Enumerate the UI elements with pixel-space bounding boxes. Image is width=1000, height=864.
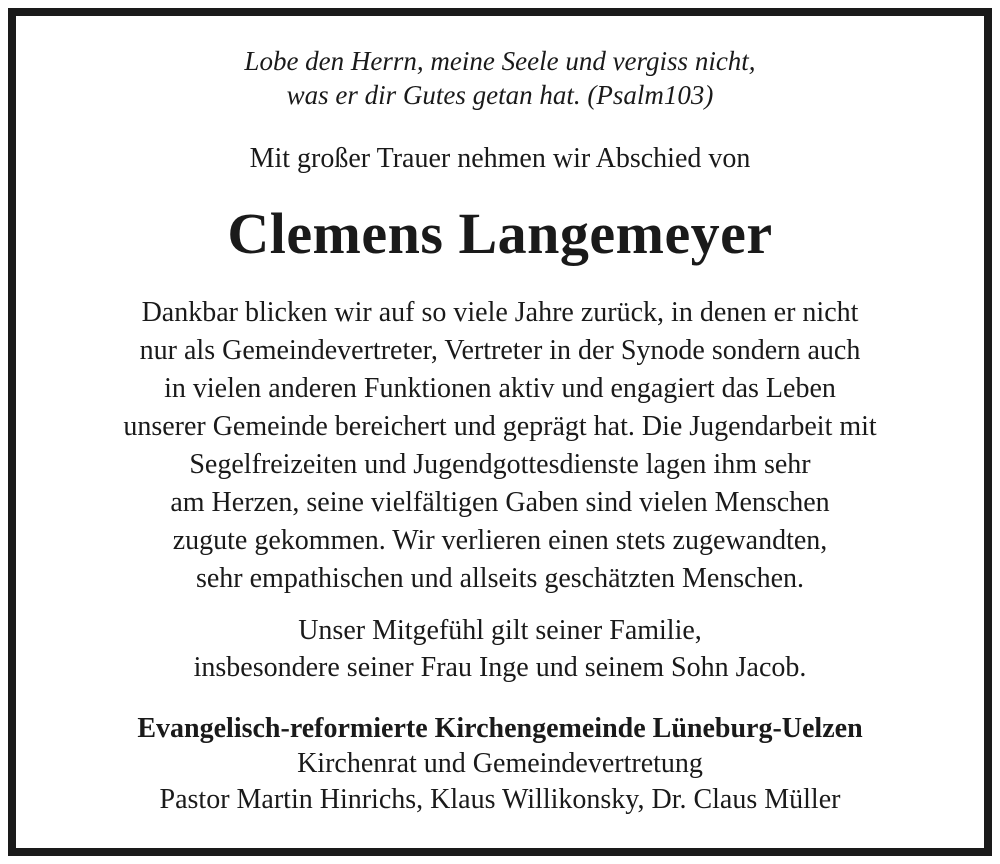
tribute-line: Dankbar blicken wir auf so viele Jahre zurück, in denen er nicht <box>141 297 859 328</box>
sympathy-line: insbesondere seiner Frau Inge und seinem Sohn Jacob. <box>193 652 807 683</box>
signature-names: Pastor Martin Hinrichs, Klaus Willikonsky, Dr. Claus Müller <box>159 784 841 815</box>
deceased-name: Clemens Langemeyer <box>227 201 773 266</box>
sympathy-line: Unser Mitgefühl gilt seiner Familie, <box>298 615 702 646</box>
obituary-notice <box>8 8 992 856</box>
tribute-line: Segelfreizeiten und Jugendgottesdienste lagen ihm sehr <box>189 449 811 480</box>
psalm-verse-line-2: was er dir Gutes getan hat. (Psalm103) <box>286 80 714 110</box>
tribute-line: sehr empathischen und allseits geschätzten Menschen. <box>195 563 805 594</box>
tribute-line: unserer Gemeinde bereichert und geprägt hat. Die Jugendarbeit mit <box>123 411 877 442</box>
tribute-line: am Herzen, seine vielfältigen Gaben sind vielen Menschen <box>170 487 830 518</box>
signature-organization: Evangelisch-reformierte Kirchengemeinde Lüneburg-Uelzen <box>137 713 863 744</box>
tribute-line: in vielen anderen Funktionen aktiv und engagiert das Leben <box>164 373 836 404</box>
tribute-line: nur als Gemeindevertreter, Vertreter in der Synode sondern auch <box>139 335 861 366</box>
farewell-intro: Mit großer Trauer nehmen wir Abschied von <box>249 143 751 174</box>
psalm-verse-line-1: Lobe den Herrn, meine Seele und vergiss nicht, <box>244 46 756 76</box>
signature-council: Kirchenrat und Gemeindevertretung <box>297 748 703 779</box>
tribute-line: zugute gekommen. Wir verlieren einen stets zugewandten, <box>172 525 828 556</box>
